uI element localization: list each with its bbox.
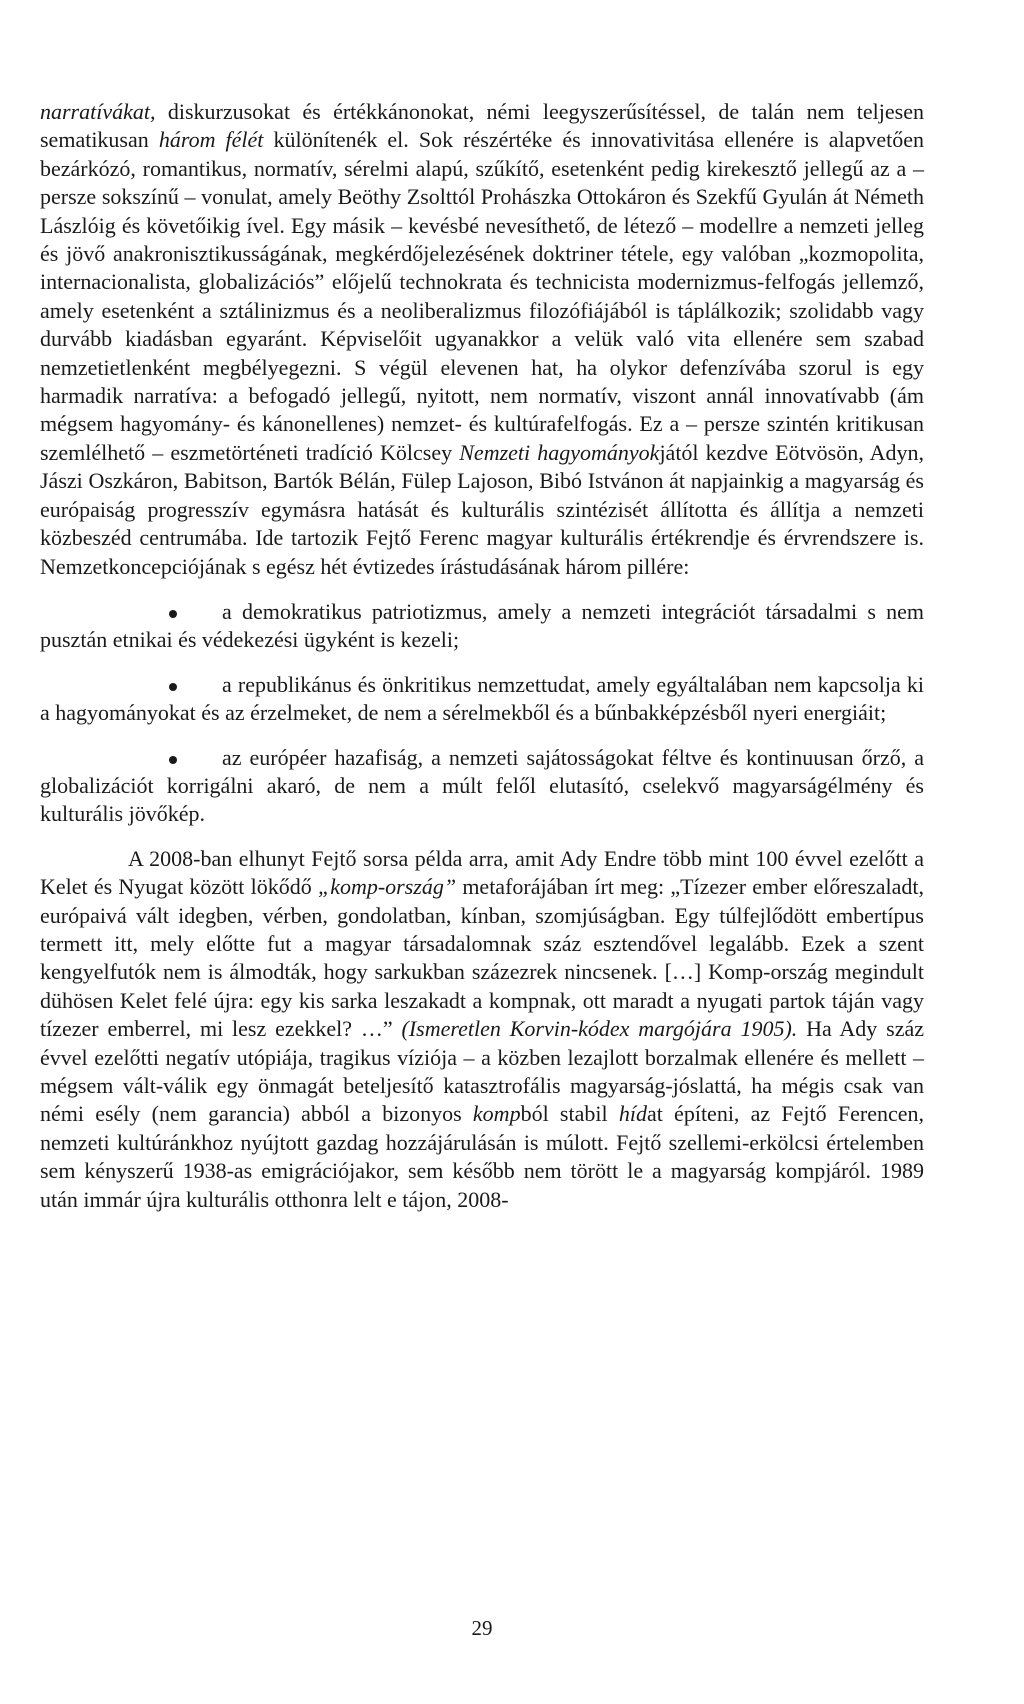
paragraph-1-span: Nemzeti hagyományok bbox=[459, 439, 660, 465]
list-item bbox=[40, 671, 924, 728]
list-item bbox=[40, 598, 924, 655]
paragraph-2-span: „komp-ország” bbox=[317, 874, 457, 900]
paragraph-2-span: komp bbox=[472, 1101, 521, 1127]
bullet-icon bbox=[169, 756, 177, 764]
paragraph-2 bbox=[40, 845, 924, 1214]
bullet-icon bbox=[169, 610, 177, 618]
paragraph-2-span: híd bbox=[618, 1101, 647, 1127]
paragraph-2-span: (Ismeretlen Korvin-kódex margójára 1905). bbox=[401, 1016, 798, 1042]
bullet-icon bbox=[169, 683, 177, 691]
pillar-list bbox=[40, 598, 924, 829]
page-number: 29 bbox=[471, 1616, 493, 1640]
paragraph-2-span: metaforájában írt meg: „Tízezer ember előreszaladt, európaivá vált idegben, vérben, gondolatban, kínban, szomjúságban. Egy túlfejlődött embertípus termett itt, mely előtte fut a magyar társadalomnak száz esztendővel legalább. Ezek a szent kengyelfutók nem is álmodták, hogy sarkukban százezrek nincsenek. […] Komp-ország megindult dühösen Kelet felé újra: egy kis sarka leszakadt a kompnak, ott maradt a nyugati partok táján vagy tízezer emberrel, mi lesz ezekkel? …” bbox=[40, 874, 924, 1042]
paragraph-1 bbox=[40, 98, 924, 581]
paragraph-2-span: ból stabil bbox=[520, 1101, 619, 1127]
page-content bbox=[40, 98, 924, 1214]
paragraph-1-span: jától kezdve Eötvösön, Adyn, Jászi Oszkáron, Babitson, Bartók Bélán, Fülep Lajoson, Bibó Istvánon át napjainkig a magyarság és európaiság progresszív egymásra hatását és kulturális szintézisét állította és állítja a nemzeti közbeszéd centrumába. Ide tartozik Fejtő Ferenc magyar kulturális értékrendje és érvrendszere is. Nemzetkoncepciójának s egész hét évtizedes írástudásának három pillére: bbox=[40, 439, 924, 579]
list-item-text: az európéer hazafiság, a nemzeti sajátosságokat féltve és kontinuusan őrző, a globalizációt korrigálni akaró, de nem a múlt felől elutasító, cselekvő magyarságélmény és kulturális jövőkép. bbox=[40, 744, 924, 827]
paragraph-1-span: különítenék el. Sok részértéke és innovativitása ellenére is alapvetően bezárkózó, romantikus, normatív, sérelmi alapú, szűkítő, esetenként pedig kirekesztő jellegű az a – persze sokszínű – vonulat, amely Beöthy Zsolttól Prohászka Ottokáron és Szekfű Gyulán át Németh Lászlóig és követőikig ível. Egy másik – kevésbé nevesíthető, de létező – modellre a nemzeti jelleg és jövő anakronisztikusságának, megkérdőjelezésének doktriner tétele, egy valóban „kozmopolita, internacionalista, globalizációs” előjelű technokrata és technicista modernizmus-felfogás jellemző, amely esetenként a sztálinizmus és a neoliberalizmus filozófiájából is táplálkozik; szolidabb vagy durvább kiadásban egyaránt. Képviselőit ugyanakkor a velük való vita ellenére sem szabad nemzetietlenként megbélyegezni. S végül elevenen hat, ha olykor defenzívába szorul is egy harmadik narratíva: a befogadó jellegű, nyitott, nem normatív, viszont annál innovatívabb (ám mégsem hagyomány- és kánonellenes) nemzet- és kultúrafelfogás. Ez a – persze szintén kritikusan szemlélhető – eszmetörténeti tradíció Kölcsey bbox=[40, 127, 924, 465]
paragraph-2-span: Ha Ady száz évvel ezelőtti negatív utópiája, tragikus víziója – a közben lezajlott borzalmak ellenére és mellett – mégsem vált-válik egy önmagát beteljesítő katasztrofális magyarság-jóslattá, ha mégis csak van némi esély (nem garancia) abból a bizonyos bbox=[40, 1016, 925, 1127]
list-item bbox=[40, 744, 924, 829]
paragraph-2-span: A 2008-ban elhunyt Fejtő sorsa példa arra, amit Ady Endre több mint 100 évvel ezelőtt a Kelet és Nyugat között lökődő bbox=[40, 845, 924, 900]
list-item-text: a demokratikus patriotizmus, amely a nemzeti integrációt társadalmi s nem pusztán etnikai és védekezési ügyként is kezeli; bbox=[40, 598, 924, 653]
paragraph-1-span: narratívákat, bbox=[40, 99, 156, 124]
paragraph-2-span: at építeni, az Fejtő Ferencen, nemzeti kultúránkhoz nyújtott gazdag hozzájárulásán is múlott. Fejtő szellemi-erkölcsi értelemben sem kényszerű 1938-as emigrációjakor, sem később nem törött le a magyarság kompjáról. 1989 után immár újra kulturális otthonra lelt e tájon, 2008- bbox=[40, 1101, 924, 1212]
list-item-text: a republikánus és önkritikus nemzettudat, amely egyáltalában nem kapcsolja ki a hagyományokat és az érzelmeket, de nem a sérelmekből és a bűnbakképzésből nyeri energiáit; bbox=[40, 671, 924, 726]
paragraph-1-span: diskurzusokat és értékkánonokat, némi leegyszerűsítéssel, de talán nem teljesen sematikusan bbox=[40, 99, 924, 153]
paragraph-1-span: három félét bbox=[158, 127, 264, 153]
